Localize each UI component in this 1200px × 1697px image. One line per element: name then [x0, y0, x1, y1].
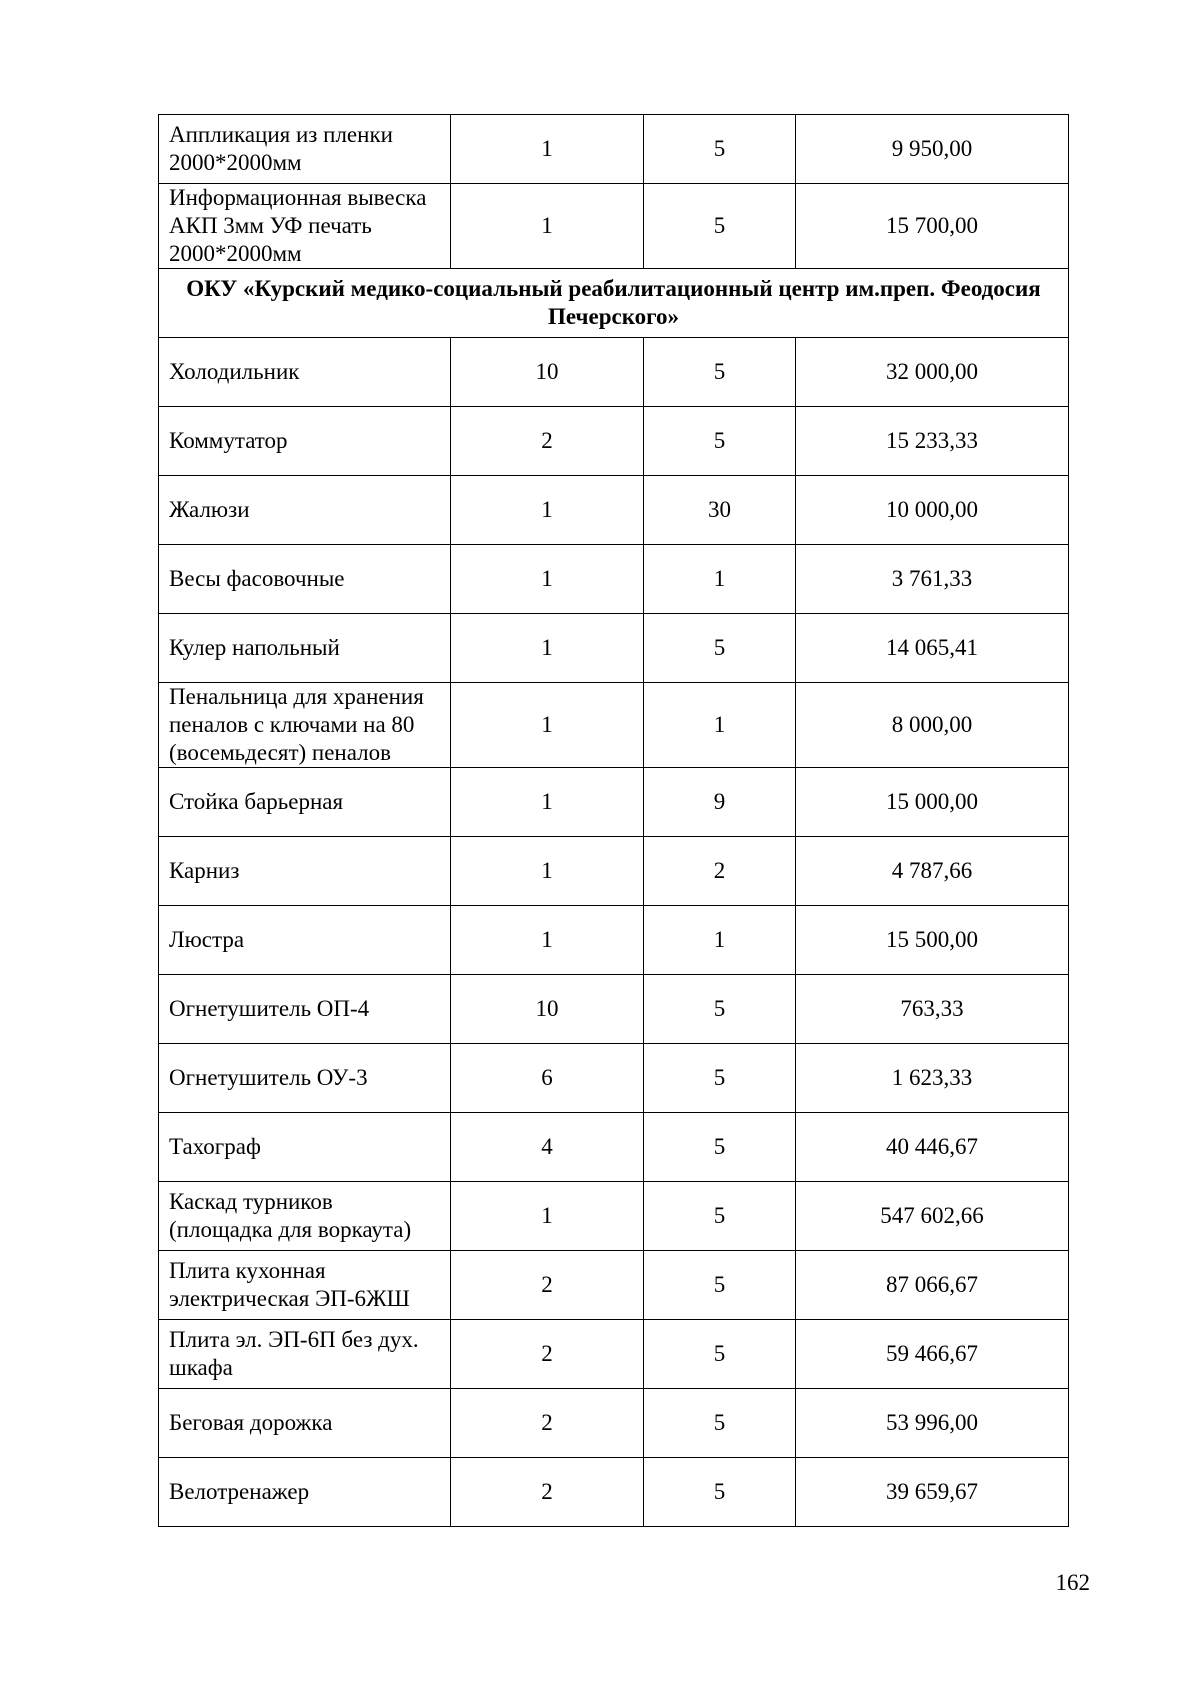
item-years: 1: [644, 545, 796, 614]
item-quantity: 1: [451, 614, 644, 683]
item-quantity: 10: [451, 338, 644, 407]
item-years: 5: [644, 338, 796, 407]
item-years: 5: [644, 184, 796, 269]
item-name: Огнетушитель ОУ-3: [159, 1044, 451, 1113]
item-quantity: 1: [451, 476, 644, 545]
item-years: 9: [644, 768, 796, 837]
item-price: 53 996,00: [796, 1389, 1069, 1458]
item-years: 5: [644, 1182, 796, 1251]
table-row: [159, 768, 1069, 837]
item-years: 5: [644, 975, 796, 1044]
item-quantity: 4: [451, 1113, 644, 1182]
table-row: [159, 906, 1069, 975]
item-price: 15 000,00: [796, 768, 1069, 837]
table-row: [159, 184, 1069, 269]
table-row: [159, 975, 1069, 1044]
table-row: [159, 338, 1069, 407]
item-price: 3 761,33: [796, 545, 1069, 614]
item-name: Тахограф: [159, 1113, 451, 1182]
item-price: 39 659,67: [796, 1458, 1069, 1527]
table-row: [159, 683, 1069, 768]
item-price: 1 623,33: [796, 1044, 1069, 1113]
item-years: 5: [644, 1044, 796, 1113]
item-years: 5: [644, 1113, 796, 1182]
item-price: 547 602,66: [796, 1182, 1069, 1251]
item-quantity: 1: [451, 115, 644, 184]
item-quantity: 2: [451, 1320, 644, 1389]
item-years: 2: [644, 837, 796, 906]
item-quantity: 10: [451, 975, 644, 1044]
item-price: 8 000,00: [796, 683, 1069, 768]
table-row: [159, 115, 1069, 184]
item-quantity: 2: [451, 407, 644, 476]
item-price: 15 500,00: [796, 906, 1069, 975]
item-name: Аппликация из пленки 2000*2000мм: [159, 115, 451, 184]
equipment-table: [158, 114, 1069, 1527]
item-name: Люстра: [159, 906, 451, 975]
table-row: [159, 1044, 1069, 1113]
item-price: 4 787,66: [796, 837, 1069, 906]
item-quantity: 1: [451, 768, 644, 837]
item-years: 5: [644, 407, 796, 476]
table-row: [159, 837, 1069, 906]
table-row: [159, 1251, 1069, 1320]
item-price: 15 700,00: [796, 184, 1069, 269]
item-years: 1: [644, 683, 796, 768]
table-row: [159, 1458, 1069, 1527]
item-price: 40 446,67: [796, 1113, 1069, 1182]
table-row: [159, 1182, 1069, 1251]
item-price: 9 950,00: [796, 115, 1069, 184]
item-quantity: 1: [451, 906, 644, 975]
table-row: [159, 545, 1069, 614]
table-body: [159, 338, 1069, 1527]
item-name: Коммутатор: [159, 407, 451, 476]
item-name: Холодильник: [159, 338, 451, 407]
item-name: Жалюзи: [159, 476, 451, 545]
item-years: 5: [644, 614, 796, 683]
table-row: [159, 1389, 1069, 1458]
item-years: 30: [644, 476, 796, 545]
table-row: [159, 476, 1069, 545]
item-quantity: 2: [451, 1251, 644, 1320]
item-name: Карниз: [159, 837, 451, 906]
item-price: 15 233,33: [796, 407, 1069, 476]
item-price: 32 000,00: [796, 338, 1069, 407]
item-price: 59 466,67: [796, 1320, 1069, 1389]
item-name: Пенальница для хранения пеналов с ключами на 80 (восемьдесят) пеналов: [159, 683, 451, 768]
item-quantity: 1: [451, 545, 644, 614]
item-name: Велотренажер: [159, 1458, 451, 1527]
item-quantity: 1: [451, 184, 644, 269]
item-name: Весы фасовочные: [159, 545, 451, 614]
item-quantity: 1: [451, 837, 644, 906]
item-price: 87 066,67: [796, 1251, 1069, 1320]
item-name: Каскад турников (площадка для воркаута): [159, 1182, 451, 1251]
item-quantity: 1: [451, 683, 644, 768]
item-quantity: 2: [451, 1389, 644, 1458]
table-row: [159, 407, 1069, 476]
item-price: 763,33: [796, 975, 1069, 1044]
item-price: 10 000,00: [796, 476, 1069, 545]
item-years: 1: [644, 906, 796, 975]
item-quantity: 1: [451, 1182, 644, 1251]
item-name: Плита эл. ЭП-6П без дух. шкафа: [159, 1320, 451, 1389]
item-years: 5: [644, 1251, 796, 1320]
item-name: Кулер напольный: [159, 614, 451, 683]
item-name: Огнетушитель ОП-4: [159, 975, 451, 1044]
item-name: Информационная вывеска АКП 3мм УФ печать 2000*2000мм: [159, 184, 451, 269]
item-name: Стойка барьерная: [159, 768, 451, 837]
item-price: 14 065,41: [796, 614, 1069, 683]
page-number: 162: [1055, 1570, 1090, 1595]
item-name: Плита кухонная электрическая ЭП-6ЖШ: [159, 1251, 451, 1320]
table-row: [159, 614, 1069, 683]
section-title: ОКУ «Курский медико-социальный реабилитационный центр им.преп. Феодосия Печерского»: [159, 269, 1069, 338]
item-name: Беговая дорожка: [159, 1389, 451, 1458]
table-row: [159, 1320, 1069, 1389]
item-years: 5: [644, 115, 796, 184]
section-row: [159, 269, 1069, 338]
item-years: 5: [644, 1389, 796, 1458]
item-quantity: 6: [451, 1044, 644, 1113]
table-row: [159, 1113, 1069, 1182]
item-quantity: 2: [451, 1458, 644, 1527]
item-years: 5: [644, 1458, 796, 1527]
item-years: 5: [644, 1320, 796, 1389]
